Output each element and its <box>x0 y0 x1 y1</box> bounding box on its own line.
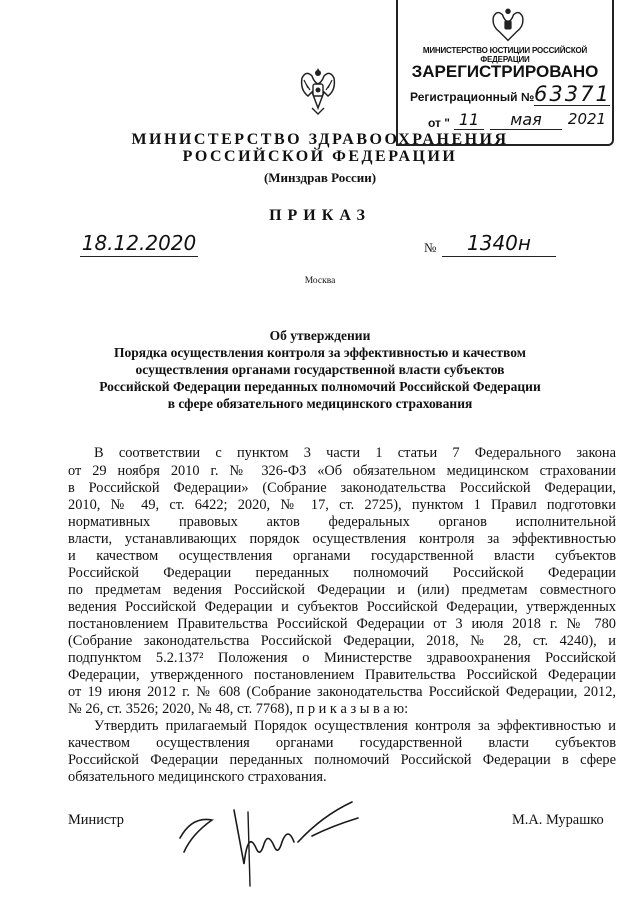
order-number: 1340н <box>442 230 556 257</box>
body-text-line: (Собрание законодательства Российской Федерации, 2018, № 28, ст. 4240), и <box>68 633 616 649</box>
handwritten-signature <box>162 786 362 891</box>
body-text-line: Российской Федерации переданных полномочий Российской Федерации в сфере <box>68 752 616 768</box>
ministry-name-line1: МИНИСТЕРСТВО ЗДРАВООХРАНЕНИЯ <box>131 131 509 148</box>
coat-of-arms-emblem <box>296 62 340 118</box>
document-title-line: Об утверждении <box>269 328 371 343</box>
body-text-line: качеством осуществления органами государственной власти субъектов <box>68 735 616 751</box>
document-title-line: Порядка осуществления контроля за эффективностью и качеством <box>114 345 526 360</box>
stamp-registered-text: ЗАРЕГИСТРИРОВАНО <box>411 62 599 81</box>
document-title-line: в сфере обязательного медицинского страхования <box>167 396 473 411</box>
minister-title: Министр <box>68 812 124 828</box>
body-text-line: постановлением Правительства Российской Федерации от 3 июля 2018 г. № 780 <box>68 616 616 632</box>
city-name: Москва <box>304 276 336 286</box>
body-text-line: Российской Федерации переданных полномочий Российской Федерации <box>68 565 616 581</box>
document-title-line: Российской Федерации переданных полномочий Российской Федерации <box>99 379 541 394</box>
body-text-line: в Российской Федерации» (Собрание законодательства Российской Федерации, <box>68 480 616 496</box>
stamp-regnum-value: 63371 <box>534 82 611 106</box>
body-text-line: Утвердить прилагаемый Порядок осуществления контроля за эффективностью и <box>94 718 616 734</box>
body-text-line: и качеством осуществления органами государственной власти субъектов <box>68 548 616 564</box>
stamp-date-prefix: от " <box>428 116 450 130</box>
body-text-line: ведения Российской Федерации и субъектов Российской Федерации, утвержденных <box>68 599 616 615</box>
stamp-date-day: 11 <box>454 110 484 130</box>
body-text-line: по предметам ведения Российской Федерации и (или) предметам совместного <box>68 582 616 598</box>
stamp-ministry-name: МИНИСТЕРСТВО ЮСТИЦИИ РОССИЙСКОЙ ФЕДЕРАЦИИ <box>422 46 588 64</box>
body-text-line: В соответствии с пунктом 3 части 1 статьи 7 Федерального закона <box>94 445 616 461</box>
stamp-date-month: мая <box>490 110 562 130</box>
body-text-line: подпунктом 5.2.137² Положения о Министерстве здравоохранения Российской <box>68 650 616 666</box>
order-number-label: № <box>424 240 437 255</box>
stamp-date-year: 2021 <box>567 110 607 128</box>
ministry-short-name: (Минздрав России) <box>263 170 377 185</box>
body-text-line: 2010, № 49, ст. 6422; 2020, № 17, ст. 2725), пунктом 1 Правил подготовки <box>68 497 616 513</box>
ministry-name-line2: РОССИЙСКОЙ ФЕДЕРАЦИИ <box>182 148 458 165</box>
body-text-line: № 26, ст. 3526; 2020, № 48, ст. 7768), п р и к а з ы в а ю: <box>68 701 409 717</box>
body-text-line: нормативных правовых актов федеральных органов исполнительной <box>68 514 616 530</box>
body-text-line: от 29 ноября 2010 г. № 326-ФЗ «Об обязательном медицинском страховании <box>68 463 616 479</box>
registration-stamp <box>396 0 614 146</box>
body-text-line: власти, устанавливающих порядок осуществления контроля за эффективностью <box>68 531 616 547</box>
body-text-line: Федерации, утвержденного постановлением Правительства Российской Федерации <box>68 667 616 683</box>
body-text-line: обязательного медицинского страхования. <box>68 769 327 785</box>
stamp-regnum-label: Регистрационный № <box>410 90 535 104</box>
document-type-title: ПРИКАЗ <box>269 207 371 224</box>
body-text-line: от 19 июня 2012 г. № 608 (Собрание законодательства Российской Федерации, 2012, <box>68 684 616 700</box>
minister-name: М.А. Мурашко <box>512 812 604 828</box>
document-title-line: осуществления органами государственной власти субъектов <box>135 362 505 377</box>
stamp-emblem-icon <box>488 4 528 44</box>
order-date: 18.12.2020 <box>81 231 197 255</box>
